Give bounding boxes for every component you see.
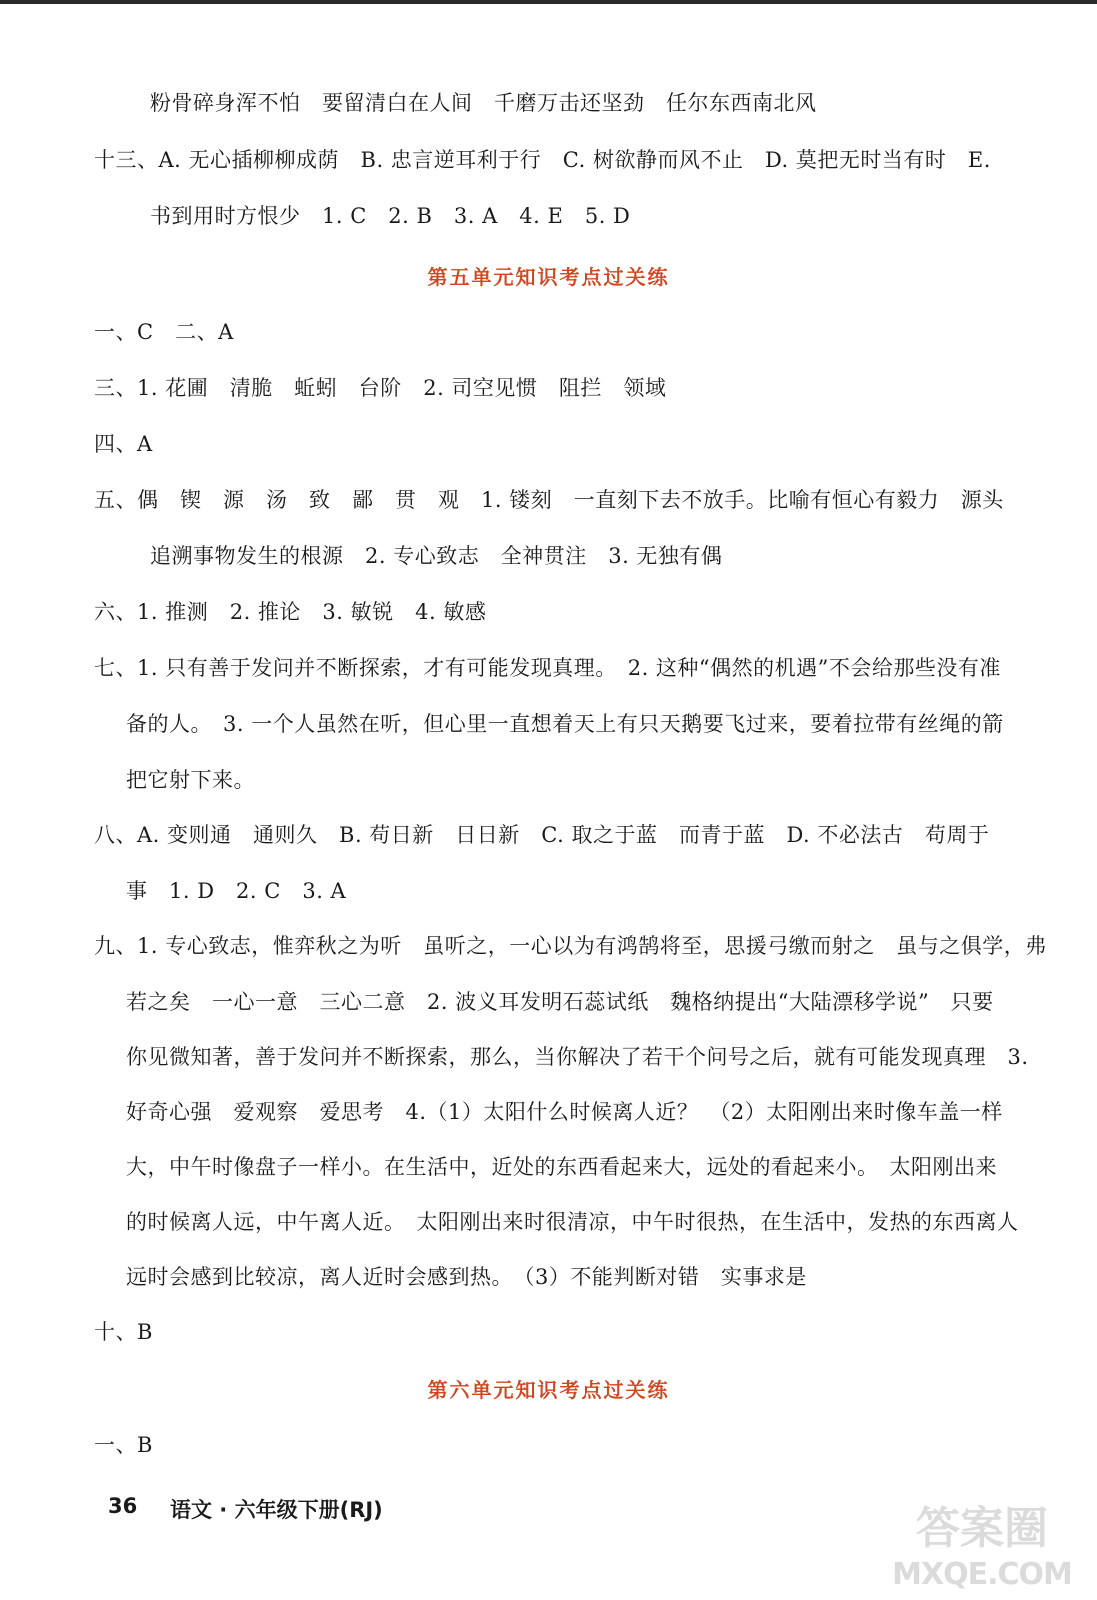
- text-line-q9-cont4: 大，中午时像盘子一样小。在生活中，近处的东西看起来大，远处的看起来小。 太阳刚出来: [126, 1155, 997, 1179]
- text-line-q9: 九、1. 专心致志，惟弈秋之为听 虽听之，一心以为有鸿鹄将至，思援弓缴而射之 虽与之俱学，弗: [94, 934, 1047, 958]
- text-line-u6-q1: 一、B: [94, 1433, 153, 1457]
- page-number: 36: [108, 1494, 138, 1518]
- text-line-q8: 八、A. 变则通 通则久 B. 苟日新 日日新 C. 取之于蓝 而青于蓝 D. 不必法古 苟周于: [94, 823, 990, 847]
- text-line-q5: 五、偶 锲 源 汤 致 鄙 贯 观 1. 镂刻 一直刻下去不放手。比喻有恒心有毅力 源头: [94, 488, 1004, 512]
- watermark-url: MXQE.COM: [892, 1557, 1072, 1592]
- text-line-q9-cont3: 好奇心强 爱观察 爱思考 4.（1）太阳什么时候离人近？ （2）太阳刚出来时像车盖一样: [126, 1100, 1003, 1124]
- text-line-q13-cont: 书到用时方恨少 1. C 2. B 3. A 4. E 5. D: [150, 204, 631, 228]
- watermark: [887, 1492, 1077, 1592]
- text-line-q7: 七、1. 只有善于发问并不断探索，才有可能发现真理。 2. 这种“偶然的机遇”不会给那些没有准: [94, 656, 1001, 680]
- section-heading-unit6: 第六单元知识考点过关练: [427, 1378, 670, 1402]
- text-line-q4: 四、A: [94, 432, 153, 456]
- text-line-q1-2: 一、C 二、A: [94, 320, 234, 344]
- watermark-logo: 答案圈: [916, 1503, 1048, 1554]
- text-line-q8-cont: 事 1. D 2. C 3. A: [126, 879, 347, 903]
- text-line-q6: 六、1. 推测 2. 推论 3. 敏锐 4. 敏感: [94, 600, 487, 624]
- text-line-q7-cont1: 备的人。 3. 一个人虽然在听，但心里一直想着天上有只天鹅要飞过来，要着拉带有丝绳的箭: [126, 712, 1004, 736]
- text-line-q9-cont5: 的时候离人远，中午离人近。 太阳刚出来时很清凉，中午时很热，在生活中，发热的东西离人: [126, 1210, 1019, 1234]
- text-line-q9-cont2: 你见微知著，善于发问并不断探索，那么，当你解决了若干个问号之后，就有可能发现真理 3.: [126, 1045, 1029, 1069]
- text-line-q7-cont2: 把它射下来。: [126, 768, 255, 792]
- text-line-q10: 十、B: [94, 1320, 153, 1344]
- page-top-edge: [0, 0, 1097, 4]
- section-heading-unit5: 第五单元知识考点过关练: [427, 265, 670, 289]
- text-line-q9-cont1: 若之矣 一心一意 三心二意 2. 波义耳发明石蕊试纸 魏格纳提出“大陆漂移学说” 只要: [126, 990, 994, 1014]
- text-line-q5-cont: 追溯事物发生的根源 2. 专心致志 全神贯注 3. 无独有偶: [150, 544, 723, 568]
- text-line-q3: 三、1. 花圃 清脆 蚯蚓 台阶 2. 司空见惯 阻拦 领域: [94, 376, 667, 400]
- text-line-q13: 十三、A. 无心插柳柳成荫 B. 忠言逆耳利于行 C. 树欲静而风不止 D. 莫把无时当有时 E.: [94, 148, 991, 172]
- text-line-q9-cont6: 远时会感到比较凉，离人近时会感到热。 （3）不能判断对错 实事求是: [126, 1265, 807, 1289]
- text-line-poem: 粉骨碎身浑不怕 要留清白在人间 千磨万击还坚劲 任尔东西南北风: [150, 91, 817, 115]
- book-title: 语文 · 六年级下册(RJ): [170, 1498, 383, 1522]
